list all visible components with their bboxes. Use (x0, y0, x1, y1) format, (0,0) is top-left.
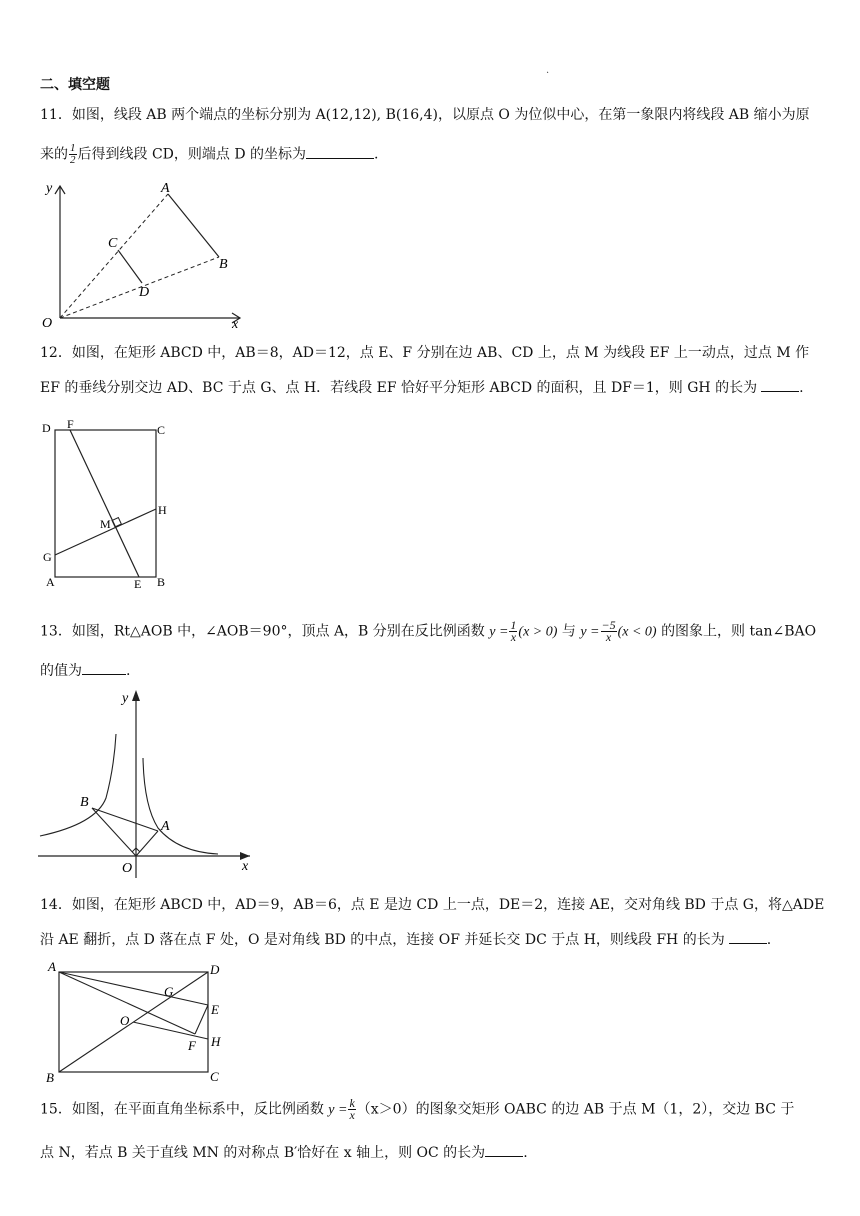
q14-label-G: G (164, 984, 174, 999)
q12-answer-blank[interactable] (761, 377, 799, 392)
q15-text-2: 点 N，若点 B 关于直线 MN 的对称点 B′恰好在 x 轴上，则 OC 的长为 (40, 1145, 486, 1161)
q12-label-E: E (134, 577, 142, 590)
q13-f2-num: −5 (601, 618, 616, 632)
q12-label-M: M (100, 517, 111, 531)
q12-label-C: C (157, 423, 166, 437)
q12-segment-GH (55, 509, 156, 555)
section-title: 二、填空题 (40, 77, 110, 93)
q11-dashed-OA (60, 194, 168, 318)
q12-label-G: G (43, 550, 52, 564)
q11-line1 (40, 105, 830, 125)
q15-line1 (40, 1098, 830, 1132)
q12-segment-EF (70, 430, 139, 577)
q14-label-E: E (211, 1002, 219, 1017)
q14-text-2: 沿 AE 翻折，点 D 落在点 F 处，O 是对角线 BD 的中点，连接 OF 并延长交 DC 于点 H，则线段 FH 的长为 (40, 932, 725, 948)
q13-segment-OA (136, 831, 158, 856)
q11-figure (36, 178, 250, 330)
q11-text-2c: . (374, 146, 379, 163)
q11-label-A: A (161, 181, 170, 196)
q13-f2-cond: (x < 0) (617, 624, 657, 640)
q15-f-den: x (349, 1108, 355, 1122)
q13-figure (36, 688, 258, 880)
q14-text-1: 14．如图，在矩形 ABCD 中，AD＝9，AB＝6，点 E 是边 CD 上一点，DE＝2，连接 AE，交对角线 BD 于点 G，将△ADE (40, 897, 825, 913)
q11-text-2a: 来的 (40, 146, 68, 163)
q11-segment-CD (118, 250, 142, 283)
q14-label-B: B (46, 1070, 54, 1085)
q14-label-C: C (210, 1069, 219, 1084)
q12-rectangle (55, 430, 156, 577)
q14-answer-blank[interactable] (729, 929, 767, 944)
q11-text-1: 11．如图，线段 AB 两个端点的坐标分别为 A(12,12), B(16,4)，以原点 O 为位似中心，在第一象限内将线段 AB 缩小为原 (40, 107, 810, 123)
q11-label-D: D (139, 285, 150, 300)
q12-label-F: F (67, 418, 74, 431)
q14-label-D: D (210, 962, 220, 977)
q13-label-B: B (80, 795, 89, 810)
q13-f2-frac (601, 620, 617, 643)
q13-label-x: x (242, 859, 249, 874)
q11-label-B: B (219, 257, 228, 272)
q14-line2 (40, 929, 830, 950)
q14-label-O: O (120, 1013, 130, 1028)
q15-text-pre: 15．如图，在平面直角坐标系中，反比例函数 (40, 1101, 324, 1118)
q11-text-2b: 后得到线段 CD，则端点 D 的坐标为 (77, 146, 307, 163)
q15-answer-blank[interactable] (485, 1142, 523, 1157)
stray-dot: · (546, 68, 550, 79)
q14-line1 (40, 895, 830, 915)
q12-label-B: B (157, 575, 166, 589)
q15-f-lhs: y = (328, 1102, 348, 1118)
q13-label-O: O (122, 861, 133, 876)
q15-text-post: （x＞0）的图象交矩形 OABC 的边 AB 于点 M（1，2），交边 BC 于 (356, 1101, 795, 1118)
q13-f2-den: x (605, 630, 612, 644)
q13-f1-lhs: y = (489, 624, 509, 640)
q11-segment-AB (168, 194, 219, 257)
q12-label-A: A (46, 575, 55, 589)
q13-text-post: 的图象上，则 tan∠BAO (661, 623, 817, 640)
q15-text-2-end: . (523, 1145, 528, 1161)
q13-f1-num: 1 (510, 618, 517, 632)
q13-answer-blank[interactable] (82, 660, 126, 675)
q14-text-2-end: . (766, 932, 772, 948)
q11-frac-num: 1 (70, 142, 76, 154)
q13-label-y: y (122, 691, 129, 706)
q12-text-2-end: . (799, 380, 804, 396)
q11-label-O: O (42, 316, 53, 330)
q13-f2-lhs: y = (580, 624, 600, 640)
q14-segment-EF (195, 1005, 208, 1034)
q11-line2 (40, 143, 830, 166)
q14-segment-AE (59, 972, 208, 1005)
q12-figure (40, 418, 180, 590)
q14-figure (40, 960, 240, 1086)
q12-text-2: EF 的垂线分别交边 AD、BC 于点 G、点 H．若线段 EF 恰好平分矩形 ABCD 的面积，且 DF＝1，则 GH 的长为 (40, 380, 758, 396)
q13-line1 (40, 620, 830, 654)
q13-y-arrow (132, 690, 140, 701)
q13-curve-right (143, 758, 218, 854)
q12-line2 (40, 377, 830, 398)
q13-curve-left (40, 734, 116, 836)
q13-text-2: 的值为 (40, 663, 82, 679)
q12-text-1: 12．如图，在矩形 ABCD 中，AB＝8，AD＝12，点 E、F 分别在边 AB、CD 上，点 M 为线段 EF 上一动点，过点 M 作 (40, 345, 810, 361)
q13-f1-cond: (x > 0) (518, 624, 558, 640)
q15-f-num: k (349, 1096, 355, 1110)
q11-label-C: C (108, 236, 118, 251)
q13-f1-den: x (510, 630, 517, 644)
q13-line2 (40, 660, 830, 681)
q13-text-pre: 13．如图，Rt△AOB 中，∠AOB＝90°，顶点 A，B 分别在反比例函数 (40, 623, 485, 640)
q11-label-x: x (232, 317, 239, 330)
q13-label-A: A (161, 819, 170, 834)
q12-line1 (40, 343, 830, 363)
q14-label-H: H (211, 1034, 221, 1049)
q15-line2 (40, 1142, 830, 1163)
q14-label-F: F (188, 1038, 196, 1053)
q15-f-frac (348, 1098, 355, 1121)
q14-label-A: A (48, 960, 56, 974)
q11-frac-den: 2 (70, 154, 76, 166)
q13-text-mid: 与 (561, 623, 576, 640)
q11-label-y: y (46, 181, 53, 196)
q13-f1-frac (509, 620, 517, 643)
q11-answer-blank[interactable] (306, 144, 374, 159)
q12-label-H: H (158, 503, 167, 517)
q11-fraction (69, 143, 77, 166)
q13-text-2-end: . (126, 663, 131, 679)
q12-label-D: D (42, 421, 51, 435)
